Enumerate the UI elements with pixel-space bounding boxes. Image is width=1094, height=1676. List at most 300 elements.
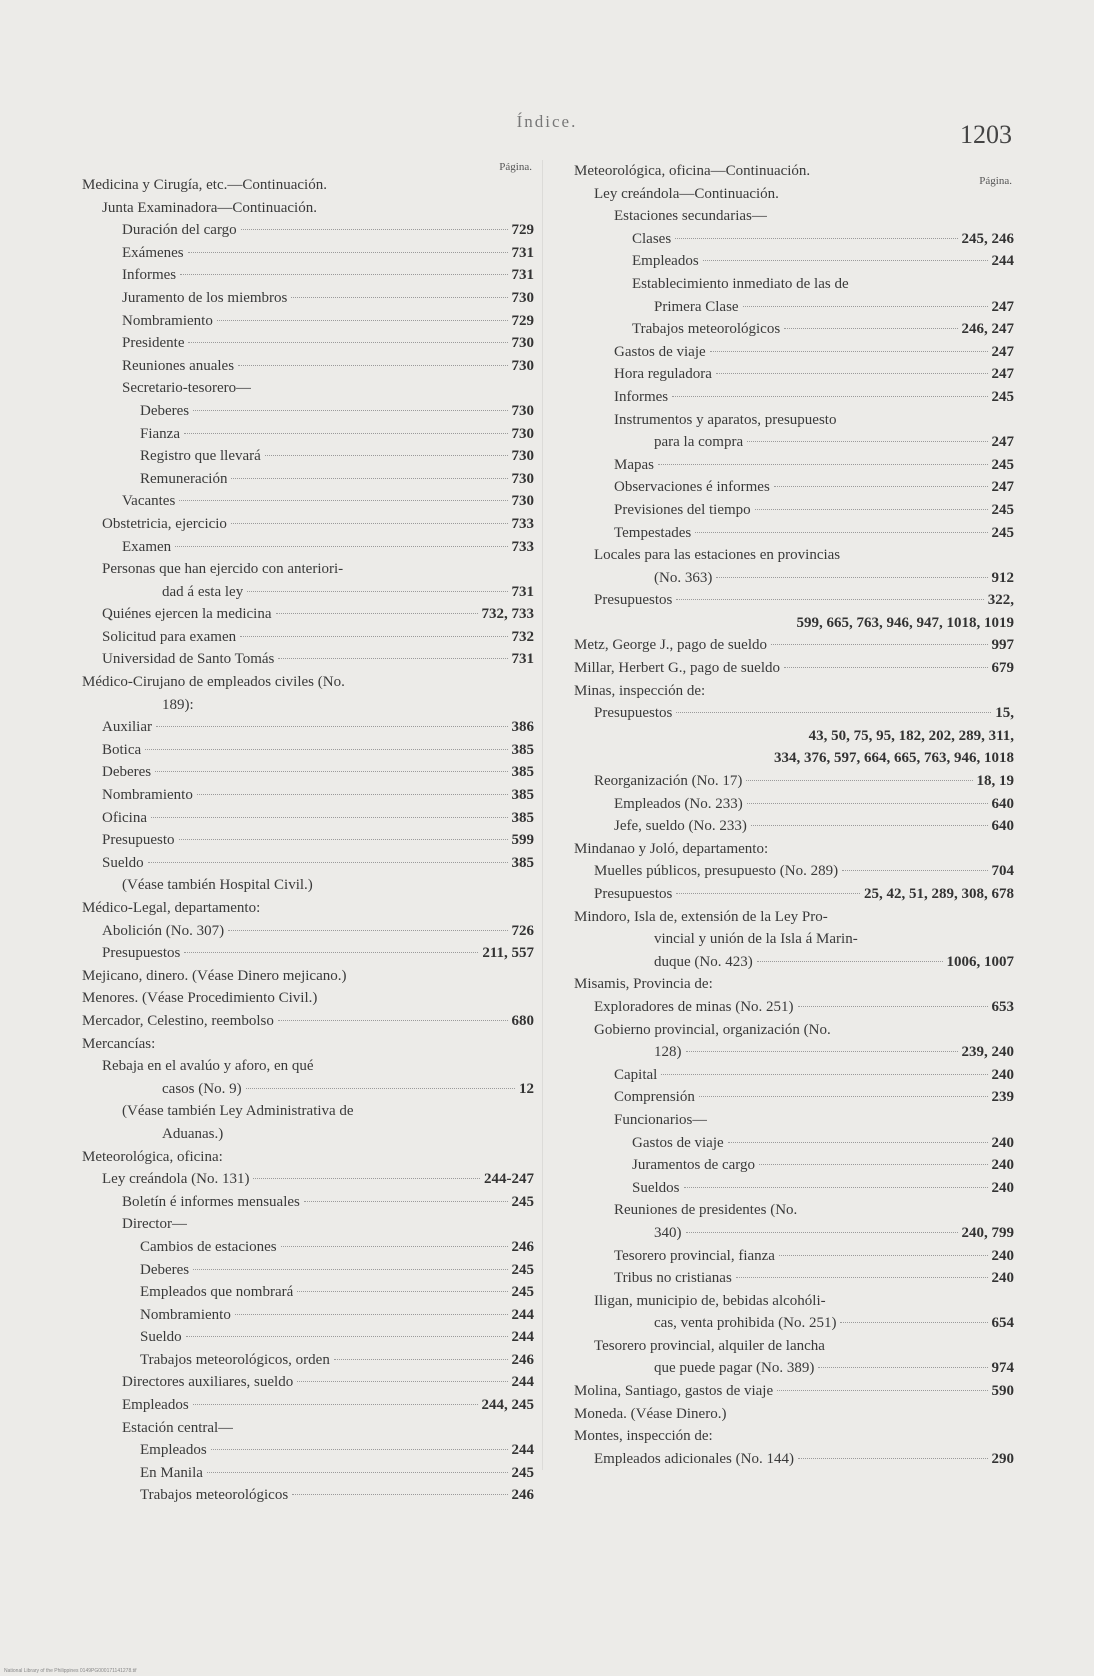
index-entry [82, 1394, 534, 1417]
entry-text: Trabajos meteorológicos, orden [140, 1351, 330, 1368]
leader-dots [658, 464, 988, 465]
index-entry [82, 1168, 534, 1191]
index-entry [574, 793, 1014, 816]
leader-dots [188, 342, 507, 343]
entry-text: Mindoro, Isla de, extensión de la Ley Pro- [574, 908, 828, 925]
leader-dots [193, 1269, 507, 1270]
leader-dots [228, 930, 507, 931]
entry-text: que puede pagar (No. 389) [654, 1360, 815, 1377]
leader-dots [728, 1142, 988, 1143]
index-entry [574, 634, 1014, 657]
leader-dots [278, 658, 507, 659]
entry-text: Molina, Santiago, gastos de viaje [574, 1383, 774, 1400]
entry-page-ref: 240 [991, 1066, 1014, 1083]
index-entry [82, 694, 534, 717]
entry-page-ref: 240 [991, 1247, 1014, 1264]
index-entry [574, 318, 1014, 341]
entry-text: (Véase también Ley Administrativa de [122, 1103, 354, 1120]
entry-text: Presupuestos [102, 945, 181, 962]
index-entry [82, 174, 534, 197]
entry-page-ref: 15, [995, 705, 1014, 722]
leader-dots [716, 577, 987, 578]
entry-text: Deberes [140, 402, 190, 419]
leader-dots [197, 794, 508, 795]
leader-dots [759, 1164, 987, 1165]
leader-dots [265, 455, 508, 456]
leader-dots [684, 1187, 988, 1188]
index-entry [82, 310, 534, 333]
leader-dots [231, 523, 508, 524]
index-entry [82, 287, 534, 310]
entry-page-ref: 25, 42, 51, 289, 308, 678 [864, 886, 1014, 902]
leader-dots [291, 297, 507, 298]
leader-dots [186, 1336, 508, 1337]
entry-page-ref: 974 [991, 1360, 1014, 1377]
entry-page-ref: 246 [511, 1238, 534, 1255]
entry-page-ref: 244 [511, 1306, 534, 1323]
entry-page-ref: 247 [991, 479, 1014, 496]
entry-page-ref: 1006, 1007 [946, 953, 1014, 970]
index-entry [574, 680, 1014, 703]
entry-text: Estaciones secundarias— [614, 208, 767, 225]
leader-dots [188, 252, 508, 253]
entry-text: Remuneración [140, 470, 228, 487]
index-entry [574, 1312, 1014, 1335]
index-entry [574, 860, 1014, 883]
leader-dots [703, 260, 988, 261]
index-entry [82, 1146, 534, 1169]
index-entry [82, 965, 534, 988]
entry-text: Vacantes [122, 493, 176, 510]
entry-text: Instrumentos y aparatos, presupuesto [614, 411, 837, 428]
entry-page-ref: 244 [511, 1329, 534, 1346]
entry-page-ref: 245 [991, 501, 1014, 518]
leader-dots [777, 1390, 987, 1391]
entry-page-ref: 679 [991, 660, 1014, 677]
entry-text: cas, venta prohibida (No. 251) [654, 1315, 837, 1332]
leader-dots [779, 1255, 988, 1256]
leader-dots [238, 365, 507, 366]
index-entry [574, 815, 1014, 838]
entry-text: Boletín é informes mensuales [122, 1193, 300, 1210]
leader-dots [716, 373, 988, 374]
index-entry [574, 838, 1014, 861]
index-entry [82, 1010, 534, 1033]
index-entry [82, 332, 534, 355]
entry-page-ref: 386 [511, 719, 534, 736]
leader-dots [145, 749, 507, 750]
entry-page-ref: 730 [511, 493, 534, 510]
entry-text: Gastos de viaje [614, 343, 706, 360]
index-entry [574, 747, 1014, 770]
leader-dots [276, 613, 478, 614]
index-entry [82, 581, 534, 604]
index-entry [82, 1349, 534, 1372]
entry-page-ref: 730 [511, 289, 534, 306]
leader-dots [695, 532, 987, 533]
entry-text: 189): [162, 696, 194, 713]
leader-dots [699, 1096, 988, 1097]
leader-dots [661, 1074, 987, 1075]
entry-text: Presupuestos [594, 886, 673, 902]
right-index-column [574, 160, 1014, 1470]
entry-text: Deberes [102, 764, 152, 781]
entry-page-ref: 997 [991, 637, 1014, 654]
entry-page-ref: 730 [511, 335, 534, 352]
entry-text: Metz, George J., pago de sueldo [574, 637, 768, 654]
index-entry [82, 536, 534, 559]
entry-text: Gobierno provincial, organización (No. [594, 1021, 831, 1038]
index-entry [82, 626, 534, 649]
entry-text: Junta Examinadora—Continuación. [102, 199, 317, 216]
index-entry [82, 829, 534, 852]
index-entry [574, 1064, 1014, 1087]
entry-text: Medicina y Cirugía, etc.—Continuación. [82, 177, 327, 193]
entry-text: Botica [102, 741, 142, 758]
index-entry [82, 852, 534, 875]
index-entry [574, 1403, 1014, 1426]
scan-footer: National Library of the Philippines 0149PG000171141278.tif [4, 1668, 137, 1674]
leader-dots [278, 1020, 508, 1021]
leader-dots [771, 644, 987, 645]
entry-page-ref: 730 [511, 448, 534, 465]
entry-text: casos (No. 9) [162, 1080, 242, 1097]
entry-text: 128) [654, 1044, 682, 1061]
entry-text: Previsiones del tiempo [614, 501, 751, 518]
entry-text: En Manila [140, 1464, 203, 1481]
index-entry [82, 1100, 534, 1123]
index-entry [574, 1290, 1014, 1313]
leader-dots [840, 1322, 987, 1323]
index-entry [82, 942, 534, 965]
entry-text: Empleados que nombrará [140, 1284, 294, 1301]
index-entry [82, 1213, 534, 1236]
index-entry [574, 1380, 1014, 1403]
entry-text: Gastos de viaje [632, 1134, 724, 1151]
leader-dots [193, 410, 507, 411]
entry-text: Sueldo [102, 854, 144, 871]
entry-text: Directores auxiliares, sueldo [122, 1374, 294, 1391]
index-entry [82, 490, 534, 513]
index-entry [82, 400, 534, 423]
leader-dots [179, 500, 507, 501]
index-entry [82, 1259, 534, 1282]
entry-page-ref: 245, 246 [961, 230, 1014, 247]
index-entry [574, 996, 1014, 1019]
index-entry [82, 355, 534, 378]
entry-page-ref: 599 [511, 832, 534, 849]
entry-page-ref: 246 [511, 1351, 534, 1368]
entry-page-ref: 240 [991, 1179, 1014, 1196]
entry-page-ref: 590 [991, 1383, 1014, 1400]
index-entry [574, 725, 1014, 748]
entry-text: Presupuestos [594, 705, 673, 722]
entry-text: Misamis, Provincia de: [574, 976, 713, 993]
index-entry [574, 273, 1014, 296]
entry-page-ref: 680 [511, 1012, 534, 1029]
entry-page-ref: 240 [991, 1270, 1014, 1287]
leader-dots [676, 712, 991, 713]
entry-text: Quiénes ejercen la medicina [102, 606, 272, 623]
right-column-page-header: Página. [979, 175, 1012, 187]
entry-page-ref: 729 [511, 312, 534, 329]
leader-dots [297, 1291, 507, 1292]
entry-page-ref: 731 [511, 583, 534, 600]
index-entry [574, 1222, 1014, 1245]
entry-page-ref: 599, 665, 763, 946, 947, 1018, 1019 [796, 614, 1014, 631]
index-entry [574, 454, 1014, 477]
leader-dots [156, 726, 508, 727]
entry-page-ref: 244-247 [484, 1171, 534, 1188]
entry-page-ref: 733 [511, 538, 534, 555]
index-entry [82, 1462, 534, 1485]
entry-text: Observaciones é informes [614, 479, 770, 496]
entry-text: Empleados [632, 253, 699, 270]
entry-text: Millar, Herbert G., pago de sueldo [574, 660, 781, 677]
entry-text: Mapas [614, 456, 654, 473]
index-entry [574, 1267, 1014, 1290]
index-entry [574, 1335, 1014, 1358]
entry-page-ref: 247 [991, 366, 1014, 383]
index-entry [82, 807, 534, 830]
entry-text: Mercador, Celestino, reembolso [82, 1012, 274, 1029]
index-entry [574, 160, 1014, 183]
entry-page-ref: 640 [991, 795, 1014, 812]
leader-dots [179, 839, 508, 840]
entry-text: duque (No. 423) [654, 953, 753, 970]
leader-dots [784, 667, 987, 668]
index-entry [574, 205, 1014, 228]
running-header-title: Índice. [516, 112, 578, 131]
index-entry [82, 242, 534, 265]
entry-page-ref: 732, 733 [481, 606, 534, 623]
index-entry [82, 468, 534, 491]
index-entry [82, 513, 534, 536]
leader-dots [751, 825, 988, 826]
index-entry [574, 1245, 1014, 1268]
index-entry [82, 920, 534, 943]
entry-page-ref: 244 [511, 1442, 534, 1459]
index-entry [574, 883, 1014, 906]
entry-text: Médico-Cirujano de empleados civiles (No. [82, 674, 345, 691]
entry-text: vincial y unión de la Isla á Marin- [654, 931, 858, 948]
leader-dots [746, 780, 972, 781]
index-entry [82, 648, 534, 671]
entry-text: Examen [122, 538, 172, 555]
entry-page-ref: 385 [511, 764, 534, 781]
entry-page-ref: 245 [991, 388, 1014, 405]
index-entry [574, 1357, 1014, 1380]
entry-text: Registro que llevará [140, 448, 261, 465]
entry-text: Funcionarios— [614, 1111, 708, 1128]
entry-text: Exploradores de minas (No. 251) [594, 998, 794, 1015]
entry-text: Informes [122, 267, 177, 284]
entry-page-ref: 653 [991, 998, 1014, 1015]
right-entry-list [574, 160, 1014, 1470]
index-entry [574, 1425, 1014, 1448]
entry-text: Mejicano, dinero. (Véase Dinero mejicano.) [82, 967, 347, 984]
page-number: 1203 [960, 120, 1012, 149]
leader-dots [292, 1494, 507, 1495]
leader-dots [193, 1404, 478, 1405]
entry-page-ref: 245 [511, 1261, 534, 1278]
leader-dots [148, 862, 508, 863]
index-entry [82, 1281, 534, 1304]
entry-text: Reuniones anuales [122, 357, 235, 374]
index-entry [82, 377, 534, 400]
index-entry [574, 1448, 1014, 1471]
entry-text: Mercancías: [82, 1035, 156, 1052]
entry-text: Reuniones de presidentes (No. [614, 1202, 798, 1219]
leader-dots [241, 229, 508, 230]
index-entry [574, 951, 1014, 974]
entry-page-ref: 654 [991, 1315, 1014, 1332]
entry-page-ref: 726 [511, 922, 534, 939]
entry-page-ref: 385 [511, 809, 534, 826]
index-entry [82, 761, 534, 784]
index-entry [82, 1236, 534, 1259]
entry-text: Presupuestos [594, 592, 673, 609]
entry-text: Tesorero provincial, fianza [614, 1247, 775, 1264]
leader-dots [155, 771, 507, 772]
entry-text: Presupuesto [102, 832, 175, 849]
index-entry [574, 1154, 1014, 1177]
entry-text: Empleados (No. 233) [614, 795, 743, 812]
leader-dots [798, 1458, 988, 1459]
entry-text: Establecimiento inmediato de las de [632, 275, 849, 292]
index-entry [574, 228, 1014, 251]
entry-page-ref: 245 [511, 1284, 534, 1301]
entry-text: Auxiliar [102, 719, 152, 736]
index-entry [82, 603, 534, 626]
entry-page-ref: 244 [511, 1374, 534, 1391]
entry-page-ref: 247 [991, 298, 1014, 315]
leader-dots [217, 320, 508, 321]
entry-text: Personas que han ejercido con anteriori- [102, 561, 344, 578]
index-entry [82, 1484, 534, 1507]
leader-dots [757, 961, 943, 962]
leader-dots [235, 1314, 508, 1315]
entry-text: Aduanas.) [162, 1125, 224, 1142]
entry-text: Universidad de Santo Tomás [102, 651, 275, 668]
entry-page-ref: 244 [991, 253, 1014, 270]
entry-page-ref: 247 [991, 343, 1014, 360]
entry-text: Rebaja en el avalúo y aforo, en qué [102, 1058, 314, 1075]
entry-text: Presidente [122, 335, 185, 352]
entry-page-ref: 245 [991, 456, 1014, 473]
index-entry [574, 476, 1014, 499]
entry-text: Sueldo [140, 1329, 182, 1346]
entry-page-ref: 385 [511, 787, 534, 804]
index-entry [574, 1132, 1014, 1155]
index-entry [82, 1078, 534, 1101]
entry-text: Solicitud para examen [102, 628, 237, 645]
entry-page-ref: 731 [511, 651, 534, 668]
index-entry [574, 431, 1014, 454]
entry-page-ref: 730 [511, 402, 534, 419]
index-entry [574, 544, 1014, 567]
index-entry [574, 499, 1014, 522]
entry-text: Minas, inspección de: [574, 682, 706, 699]
leader-dots [297, 1381, 507, 1382]
entry-text: Nombramiento [102, 787, 193, 804]
entry-text: Empleados [140, 1442, 207, 1459]
index-entry [574, 612, 1014, 635]
entry-text: Exámenes [122, 244, 184, 261]
entry-text: Obstetricia, ejercicio [102, 515, 227, 532]
entry-text: Reorganización (No. 17) [594, 773, 743, 790]
entry-text: Hora reguladora [614, 366, 712, 383]
entry-page-ref: 244, 245 [481, 1397, 534, 1414]
entry-text: Ley creándola (No. 131) [102, 1171, 250, 1188]
leader-dots [151, 817, 508, 818]
entry-page-ref: 12 [519, 1080, 534, 1097]
index-entry [82, 558, 534, 581]
index-entry [82, 1371, 534, 1394]
leader-dots [247, 591, 507, 592]
index-entry [574, 906, 1014, 929]
leader-dots [184, 952, 478, 953]
entry-text: Estación central— [122, 1419, 234, 1436]
entry-text: Trabajos meteorológicos [140, 1487, 289, 1504]
index-entry [574, 702, 1014, 725]
index-entry [82, 987, 534, 1010]
leader-dots [180, 274, 507, 275]
leader-dots [774, 486, 988, 487]
entry-text: Empleados [122, 1397, 189, 1414]
entry-text: para la compra [654, 434, 744, 451]
index-entry [82, 1439, 534, 1462]
entry-text: Comprensión [614, 1089, 695, 1106]
entry-page-ref: 240 [991, 1157, 1014, 1174]
entry-page-ref: 43, 50, 75, 95, 182, 202, 289, 311, [808, 727, 1014, 744]
entry-page-ref: 733 [511, 515, 534, 532]
entry-page-ref: 730 [511, 425, 534, 442]
index-entry [82, 197, 534, 220]
index-entry [82, 1191, 534, 1214]
entry-text: Meteorológica, oficina: [82, 1148, 223, 1165]
entry-text: Locales para las estaciones en provincias [594, 547, 841, 564]
leader-dots [175, 546, 507, 547]
entry-page-ref: 334, 376, 597, 664, 665, 763, 946, 1018 [774, 750, 1014, 767]
index-entry [574, 1019, 1014, 1042]
leader-dots [747, 441, 987, 442]
leader-dots [672, 396, 987, 397]
entry-text: Duración del cargo [122, 222, 237, 239]
index-entry [574, 296, 1014, 319]
entry-text: Director— [122, 1216, 187, 1233]
leader-dots [184, 433, 508, 434]
entry-page-ref: 640 [991, 818, 1014, 835]
leader-dots [253, 1178, 480, 1179]
entry-page-ref: 211, 557 [482, 945, 534, 962]
index-entry [82, 264, 534, 287]
leader-dots [710, 351, 988, 352]
index-entry [574, 386, 1014, 409]
index-entry [82, 445, 534, 468]
leader-dots [755, 509, 988, 510]
entry-page-ref: 246 [511, 1487, 534, 1504]
entry-text: Capital [614, 1066, 658, 1083]
entry-text: Abolición (No. 307) [102, 922, 225, 939]
entry-text: Mindanao y Joló, departamento: [574, 840, 769, 857]
entry-text: Médico-Legal, departamento: [82, 900, 261, 916]
leader-dots [675, 238, 957, 239]
index-entry [574, 1177, 1014, 1200]
leader-dots [798, 1006, 988, 1007]
entry-page-ref: 730 [511, 470, 534, 487]
index-entry [574, 1041, 1014, 1064]
